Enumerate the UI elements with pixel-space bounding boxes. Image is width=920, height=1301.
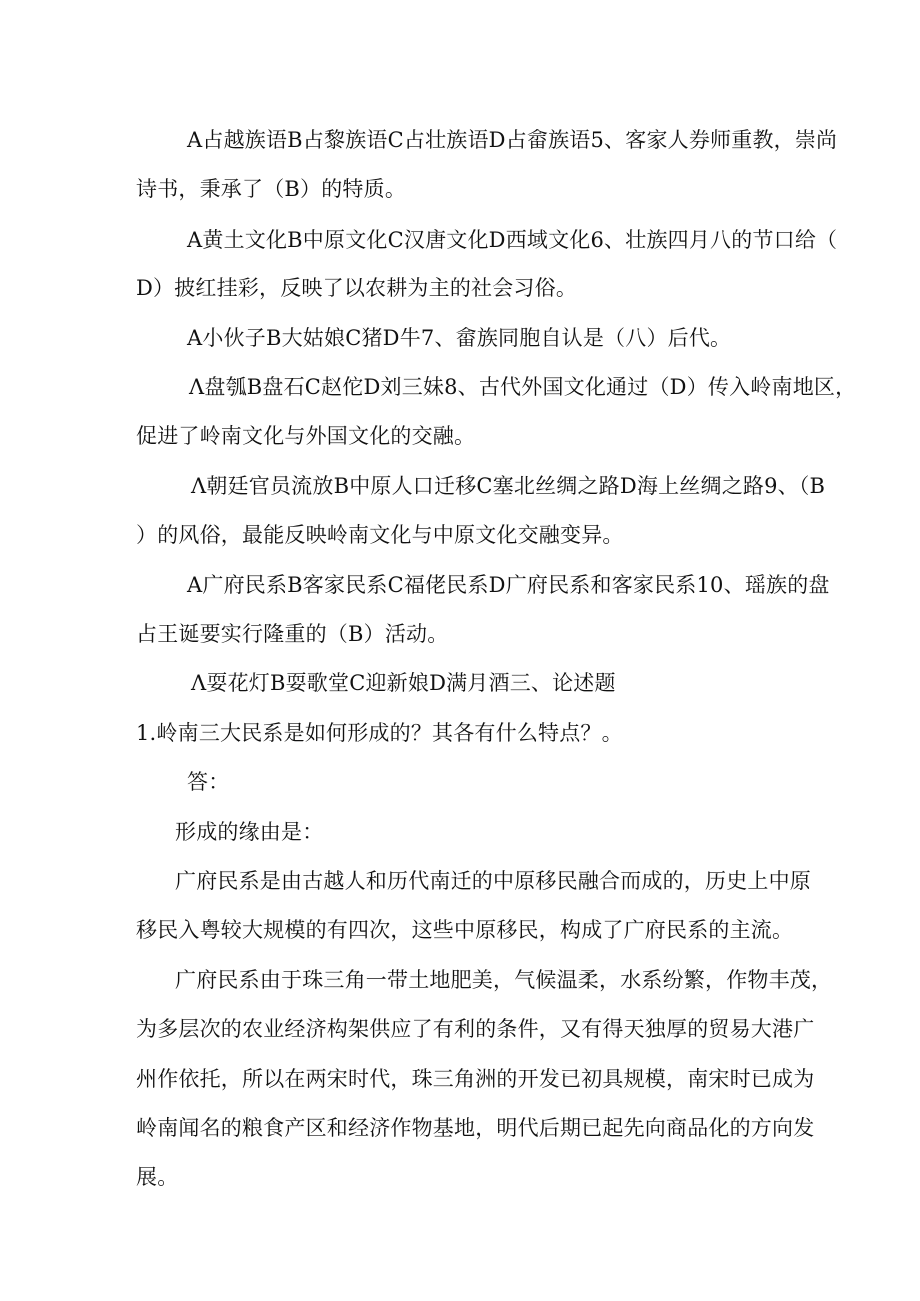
text-line: 占王诞要实行隆重的（B）活动。 <box>136 622 449 646</box>
text-line: 广府民系是由古越人和历代南迁的中原移民融合而成的，历史上中原 <box>175 869 811 893</box>
text-line: Λ朝廷官员流放B中原人口迁移C塞北丝绸之路D海上丝绸之路9、（B <box>191 474 826 498</box>
text-line: 移民入粤较大规模的有四次，这些中原移民，构成了广府民系的主流。 <box>136 918 794 942</box>
text-line: 形成的缘由是： <box>175 820 324 844</box>
text-line: 广府民系由于珠三角一带土地肥美，气候温柔，水系纷繁，作物丰茂， <box>175 968 833 992</box>
text-line: A广府民系B客家民系C福佬民系D广府民系和客家民系10、瑶族的盘 <box>187 573 830 597</box>
text-line: A黄土文化B中原文化C汉唐文化D西域文化6、壮族四月八的节口给（ <box>187 228 838 252</box>
text-line: Λ耍花灯B耍歌堂C迎新娘D满月酒三、论述题 <box>191 671 616 695</box>
text-line: D）披红挂彩，反映了以农耕为主的社会习俗。 <box>136 276 578 300</box>
question-heading: 1.岭南三大民系是如何形成的？其各有什么特点？。 <box>136 721 623 745</box>
text-line: 展。 <box>136 1165 179 1189</box>
text-line: 促进了岭南文化与外国文化的交融。 <box>136 424 476 448</box>
text-line: 州作依托，所以在两宋时代，珠三角洲的开发已初具规模，南宋时已成为 <box>136 1067 815 1091</box>
answer-label: 答： <box>187 770 230 794</box>
text-line: ）的风俗，最能反映岭南文化与中原文化交融变异。 <box>136 523 624 547</box>
text-line: A占越族语B占黎族语C占壮族语D占畲族语5、客家人券师重教，崇尚 <box>187 128 838 152</box>
text-line: 为多层次的农业经济构架供应了有利的条件，又有得天独厚的贸易大港广 <box>136 1017 815 1041</box>
text-line: A小伙子B大姑娘C猪D牛7、畲族同胞自认是（八）后代。 <box>187 326 732 350</box>
text-line: 岭南闻名的粮食产区和经济作物基地，明代后期已起先向商品化的方向发 <box>136 1116 815 1140</box>
text-line: Λ盘瓠B盘石C赵佗D刘三妹8、古代外国文化通过（D）传入岭南地区， <box>189 375 857 399</box>
text-line: 诗书，秉承了（B）的特质。 <box>136 177 407 201</box>
